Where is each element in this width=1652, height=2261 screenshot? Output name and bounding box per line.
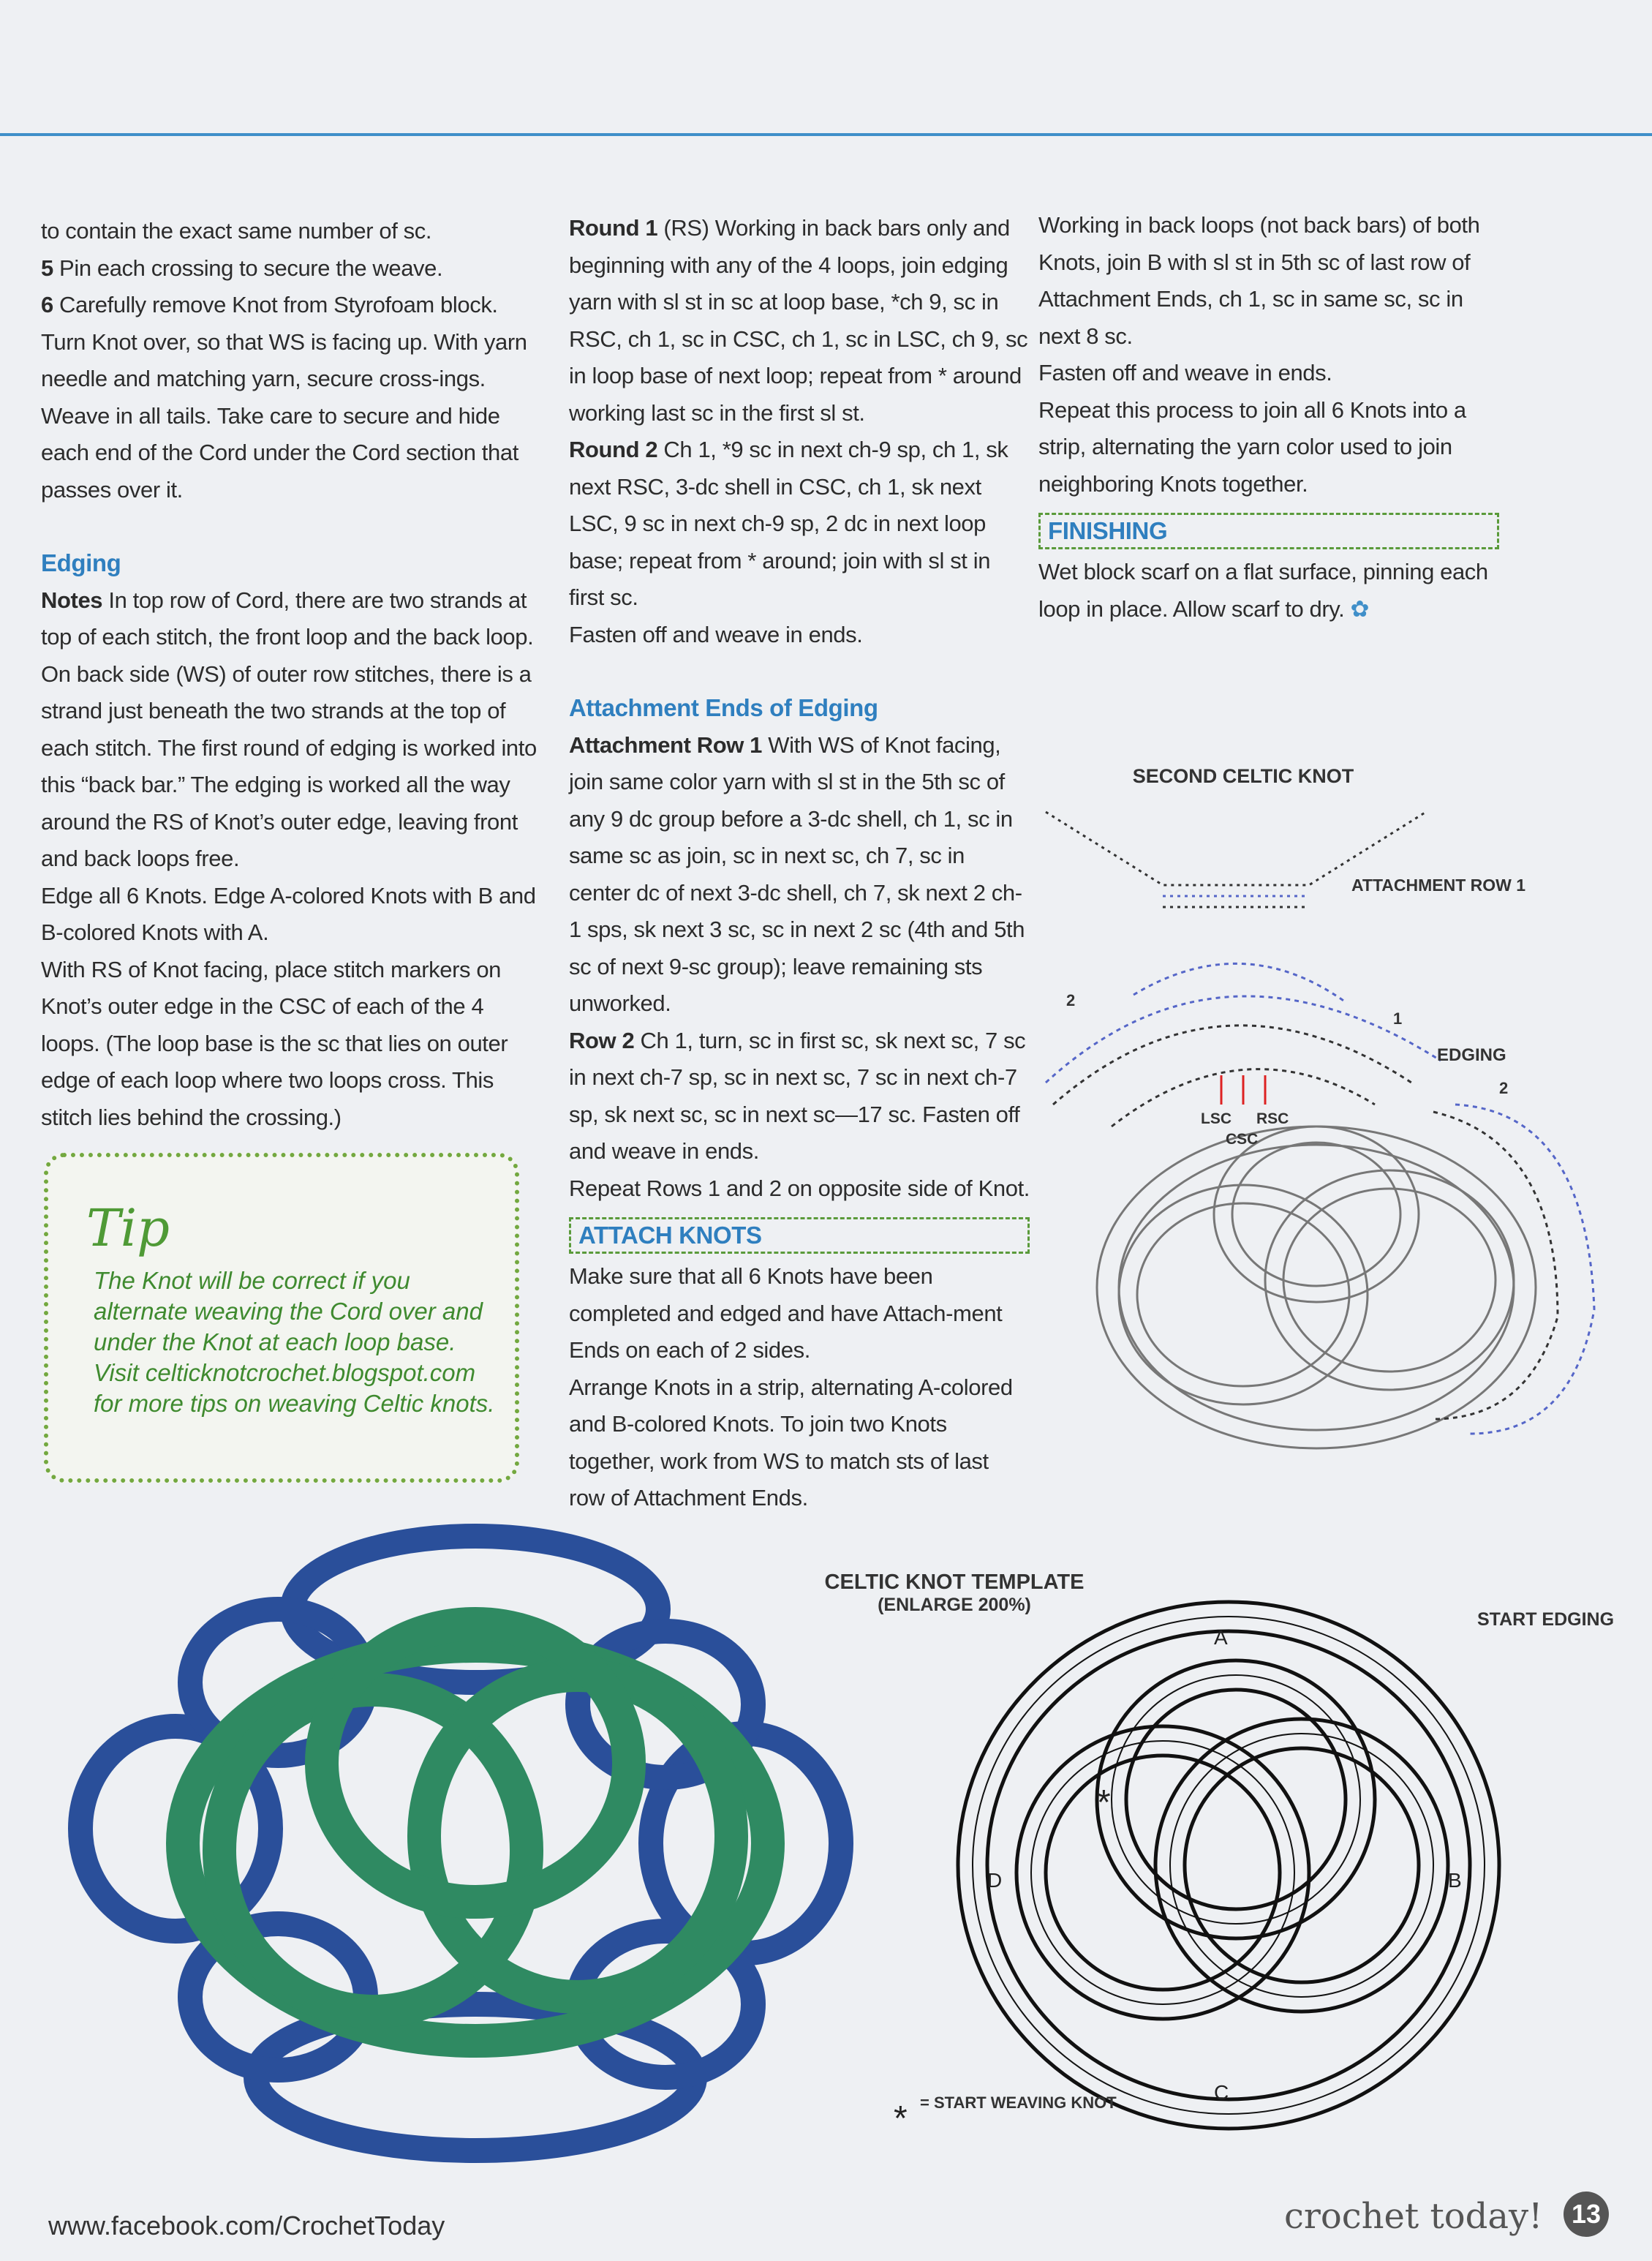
round-2: Round 2 Ch 1, *9 sc in next ch-9 sp, ch 1, sk next RSC, 3-dc shell in CSC, ch 1, sk next LSC, 9 sc in next ch-9 sp, 2 dc in next loop base; repeat from * around; join with sl st in first sc. (569, 437, 1008, 610)
loop-label-b: B (1448, 1869, 1462, 1892)
brand-logo: crochet today! (1284, 2196, 1543, 2237)
step-6: 6 Carefully remove Knot from Styrofoam block. Turn Knot over, so that WS is facing up. With yarn needle and matching yarn, secure cross-ings. Weave in all tails. Take care to secure and hide each end of the Cord under the Cord section that passes over it. (41, 292, 527, 503)
header-rule (0, 133, 1652, 136)
start-edging-label: START EDGING (1477, 1609, 1615, 1630)
paragraph: Working in back loops (not back bars) of both Knots, join B with sl st in 5th sc of last row of Attachment Ends, ch 1, sc in same sc, sc in next 8 sc. (1038, 212, 1480, 349)
paragraph: Arrange Knots in a strip, alternating A-colored and B-colored Knots. To join two Knots together, work from WS to match sts of last row of Attachment Ends. (569, 1374, 1013, 1511)
edging-label: EDGING (1437, 1045, 1506, 1065)
paragraph: Edge all 6 Knots. Edge A-colored Knots with B and B-colored Knots with A. (41, 882, 536, 945)
step-5: 5 Pin each crossing to secure the weave. (41, 255, 443, 281)
round-number: 2 (1066, 991, 1076, 1009)
attachment-ends-heading: Attachment Ends of Edging (569, 694, 878, 721)
paragraph: Fasten off and weave in ends. (1038, 360, 1332, 385)
attach-knots-heading: ATTACH KNOTS (569, 1217, 1030, 1254)
paragraph: Fasten off and weave in ends. (569, 621, 863, 647)
lsc-label: LSC (1201, 1110, 1232, 1127)
loop-label-d: D (987, 1869, 1003, 1892)
template-subtitle: (ENLARGE 200%) (878, 1595, 1031, 1615)
tip-text: The Knot will be correct if you alternate weaving the Cord over and under the Knot at each loop base. Visit celticknotcrochet.blogspot.com for more tips on weaving Celtic knots. (94, 1267, 495, 1417)
end-mark-icon: ✿ (1350, 595, 1370, 622)
attachment-row-1: Attachment Row 1 With WS of Knot facing, join same color yarn with sl st in the 5th sc of any 9 dc group before a 3-dc shell, ch 1, sc in same sc as join, sc in next sc, ch 7, sc in center dc of next 3-dc shell, ch 7, sk next 2 ch-1 sps, sk next 3 sc, sc in next 2 sc (4th and 5th sc of next 9-sc group); leave remaining sts unworked. (569, 731, 1025, 1016)
tip-box (44, 1153, 519, 1483)
legend-star-icon: * (894, 2099, 908, 2138)
paragraph: Repeat this process to join all 6 Knots into a strip, alternating the yarn color used to join neighboring Knots together. (1038, 396, 1466, 497)
diagram-title: SECOND CELTIC KNOT (1132, 765, 1354, 787)
row-2: Row 2 Ch 1, turn, sc in first sc, sk next sc, 7 sc in next ch-7 sp, sc in next sc, 7 sc in next ch-7 sp, sk next sc, sc in next sc—17 sc. Fasten off and weave in ends. (569, 1027, 1026, 1164)
paragraph: Repeat Rows 1 and 2 on opposite side of Knot. (569, 1175, 1030, 1201)
paragraph: Wet block scarf on a flat surface, pinning each loop in place. Allow scarf to dry. ✿ (1038, 559, 1488, 622)
footer-url: www.facebook.com/CrochetToday (48, 2211, 445, 2241)
loop-label-c: C (1214, 2081, 1229, 2104)
celtic-knot-template (824, 1558, 1616, 2158)
template-title: CELTIC KNOT TEMPLATE (824, 1570, 1085, 1594)
column-2 (569, 210, 1030, 1517)
csc-label: CSC (1226, 1131, 1259, 1148)
paragraph: With RS of Knot facing, place stitch markers on Knot’s outer edge in the CSC of each of the 4 loops. (The loop base is the sc that lies on outer edge of each loop where two loops cross. This stitch lies behind the crossing.) (41, 956, 508, 1130)
notes-paragraph: Notes In top row of Cord, there are two strands at top of each stitch, the front loop and the back loop. On back side (WS) of outer row stitches, there is a strand just beneath the two strands at the top of each stitch. The first round of edging is worked into this “back bar.” The edging is worked all the way around the RS of Knot’s outer edge, leaving front and back loops free. (41, 587, 537, 871)
finishing-heading: FINISHING (1038, 513, 1499, 549)
rsc-label: RSC (1256, 1110, 1289, 1127)
edging-chart-diagram (1002, 761, 1645, 1470)
attachment-row-label: ATTACHMENT ROW 1 (1351, 876, 1526, 895)
start-weaving-star-icon: * (1097, 1783, 1111, 1822)
column-1 (41, 213, 538, 1136)
edging-heading: Edging (41, 549, 121, 576)
paragraph: Make sure that all 6 Knots have been completed and edged and have Attach-ment Ends on each of 2 sides. (569, 1263, 1003, 1363)
tip-title: Tip (86, 1198, 170, 1258)
legend-text: = START WEAVING KNOT (920, 2093, 1117, 2112)
page-number: 13 (1564, 2192, 1609, 2237)
round-number: 1 (1393, 1009, 1403, 1028)
column-3 (1038, 207, 1499, 628)
crochet-knot-photo (37, 1521, 885, 2187)
loop-label-a: A (1214, 1626, 1228, 1649)
paragraph: to contain the exact same number of sc. (41, 218, 432, 244)
round-number: 2 (1499, 1079, 1509, 1097)
round-1: Round 1 (RS) Working in back bars only and beginning with any of the 4 loops, join edging yarn with sl st in sc at loop base, *ch 9, sc in RSC, ch 1, sc in CSC, ch 1, sc in LSC, ch 9, sc in loop base of next loop; repeat from * around working last sc in the first sl st. (569, 215, 1028, 426)
